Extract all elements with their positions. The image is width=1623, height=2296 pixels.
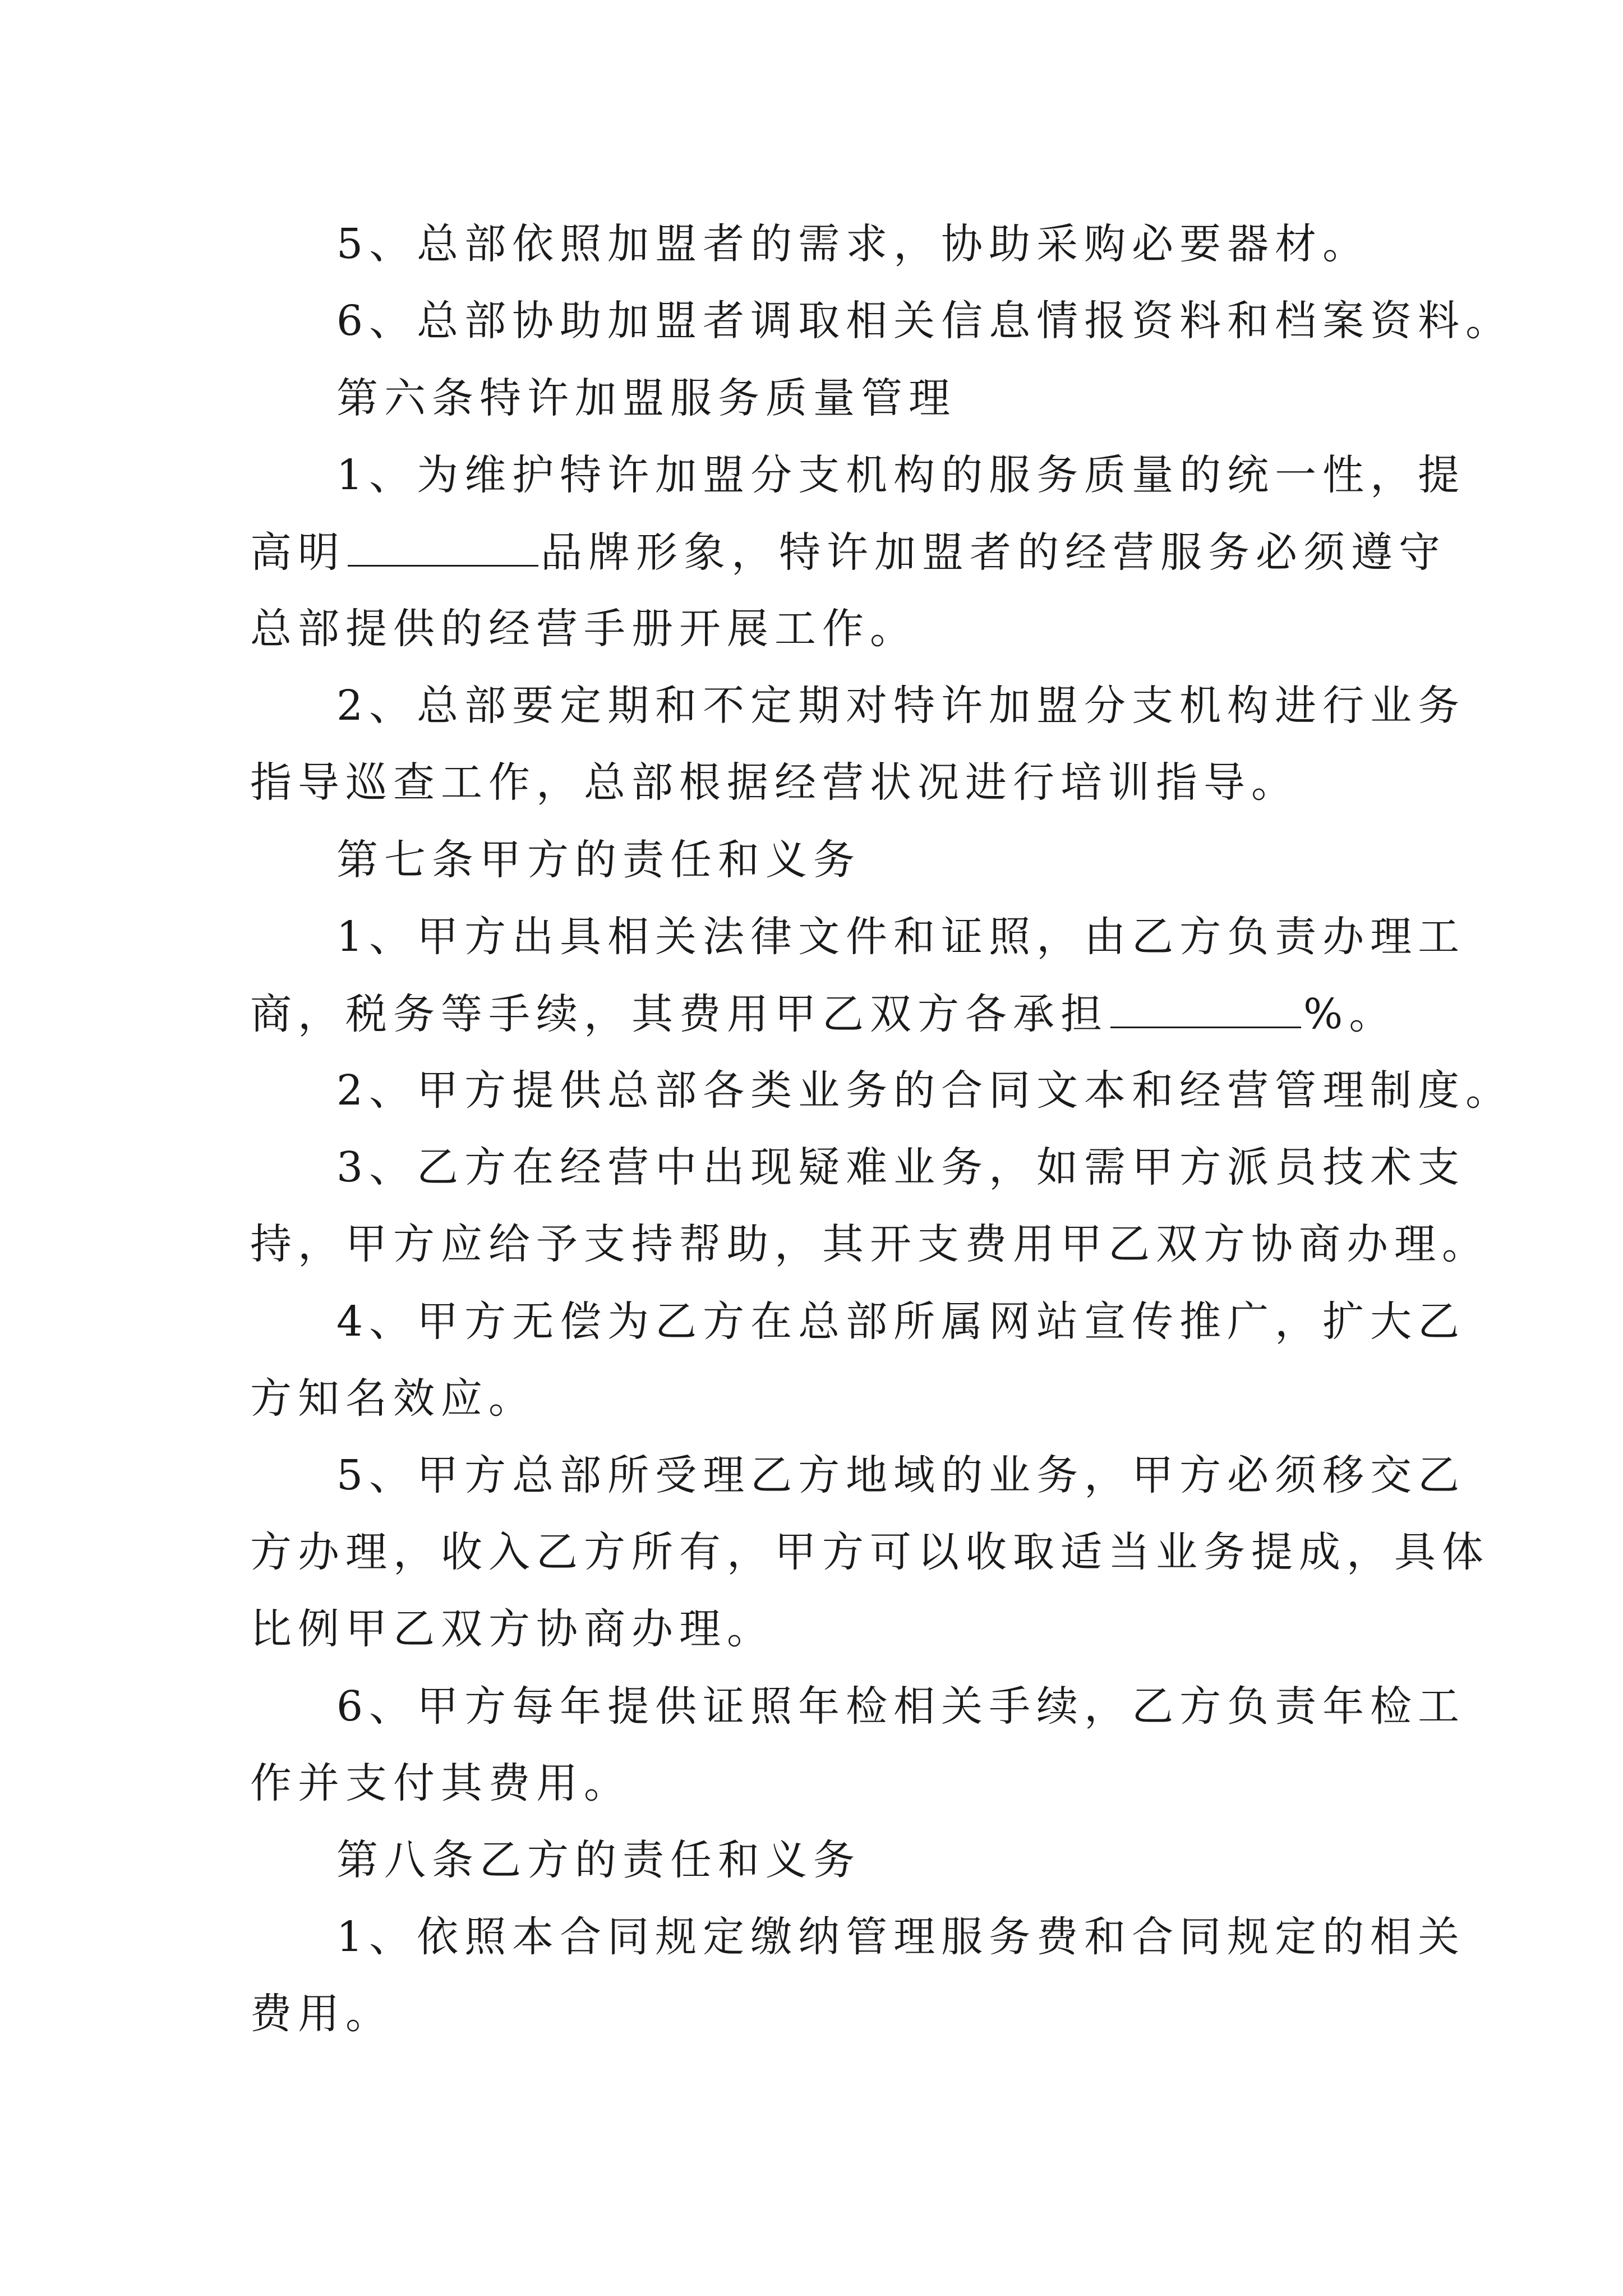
paragraph-line: 2、总部要定期和不定期对特许加盟分支机构进行业务 [336, 682, 1466, 730]
paragraph-line: 方办理，收入乙方所有，甲方可以收取适当业务提成，具体 [250, 1528, 1490, 1576]
paragraph-line: 费用。 [250, 1990, 393, 2038]
line-text: 商，税务等手续，其费用甲乙双方各承担 [250, 990, 1108, 1038]
paragraph-line: 5、甲方总部所受理乙方地域的业务，甲方必须移交乙 [336, 1451, 1466, 1499]
paragraph-line: 6、总部协助加盟者调取相关信息情报资料和档案资料。 [336, 297, 1514, 345]
paragraph-line: 持，甲方应给予支持帮助，其开支费用甲乙双方协商办理。 [250, 1220, 1490, 1268]
line-text: 高明 [250, 528, 345, 577]
paragraph-line [250, 521, 1446, 583]
section-heading: 第六条特许加盟服务质量管理 [336, 374, 956, 422]
paragraph-line: 方知名效应。 [250, 1374, 536, 1423]
line-text: %。 [1303, 990, 1397, 1038]
paragraph-line: 作并支付其费用。 [250, 1759, 631, 1807]
paragraph-line: 指导巡查工作，总部根据经营状况进行培训指导。 [250, 758, 1299, 807]
fill-in-blank[interactable] [1110, 983, 1301, 1028]
paragraph-line: 1、为维护特许加盟分支机构的服务质量的统一性，提 [336, 451, 1466, 499]
section-heading: 第七条甲方的责任和义务 [336, 836, 861, 884]
paragraph-line [250, 983, 1400, 1045]
paragraph-line: 6、甲方每年提供证照年检相关手续，乙方负责年检工 [336, 1682, 1466, 1731]
paragraph-line: 4、甲方无偿为乙方在总部所属网站宣传推广，扩大乙 [336, 1297, 1466, 1346]
fill-in-blank[interactable] [348, 521, 538, 567]
paragraph-line: 1、依照本合同规定缴纳管理服务费和合同规定的相关 [336, 1913, 1466, 1961]
paragraph-line: 5、总部依照加盟者的需求，协助采购必要器材。 [336, 220, 1371, 268]
section-heading: 第八条乙方的责任和义务 [336, 1836, 861, 1884]
paragraph-line: 总部提供的经营手册开展工作。 [250, 605, 917, 653]
paragraph-line: 3、乙方在经营中出现疑难业务，如需甲方派员技术支 [336, 1143, 1466, 1191]
paragraph-line: 比例甲乙双方协商办理。 [250, 1605, 774, 1653]
line-text: 品牌形象，特许加盟者的经营服务必须遵守 [541, 528, 1446, 577]
paragraph-line: 2、甲方提供总部各类业务的合同文本和经营管理制度。 [336, 1066, 1514, 1115]
paragraph-line: 1、甲方出具相关法律文件和证照，由乙方负责办理工 [336, 913, 1466, 961]
